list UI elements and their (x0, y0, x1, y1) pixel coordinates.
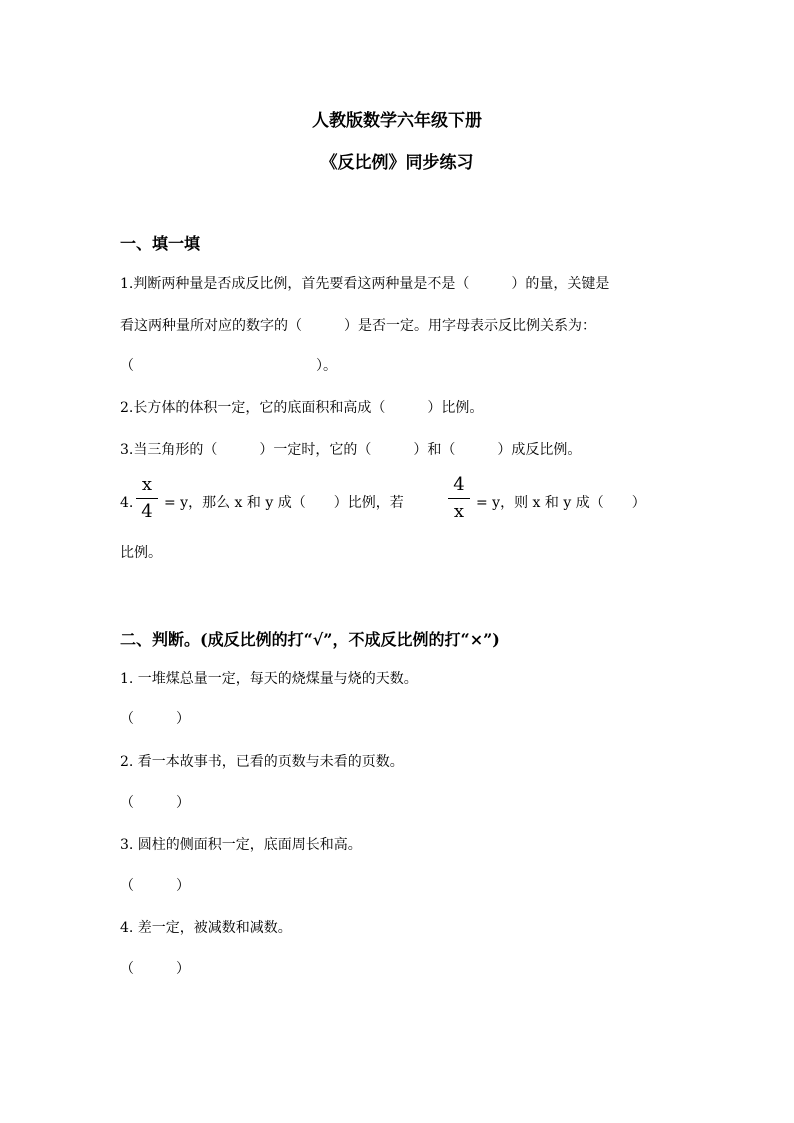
q4-fraction-x-over-4 (136, 474, 158, 523)
fraction-numerator: x (141, 474, 153, 495)
q1-line3: （ ）。 (120, 358, 337, 374)
q4-line2: 比例。 (120, 545, 162, 561)
fraction-bar (136, 498, 158, 499)
judge-item-2: 2. 看一本故事书，已看的页数与未看的页数。 (120, 754, 404, 770)
q3-text: 3.当三角形的（ ）一定时，它的（ ）和（ ）成反比例。 (120, 442, 582, 458)
judge-item-3: 3. 圆柱的侧面积一定，底面周长和高。 (120, 837, 362, 853)
q1-line2: 看这两种量所对应的数字的（ ）是否一定。用字母表示反比例关系为： (120, 318, 596, 334)
q4-prefix: 4. (120, 495, 134, 511)
fraction-denominator: 4 (141, 501, 153, 522)
q4-middle-text: = y，那么 x 和 y 成（ ）比例，若 (164, 495, 404, 511)
judge-answer-blank-1: （ ） (120, 711, 190, 727)
judge-answer-blank-3: （ ） (120, 878, 190, 894)
q4-end-text: = y，则 x 和 y 成（ ） (476, 495, 646, 511)
q4-fraction-4-over-x (448, 474, 470, 523)
fraction-numerator: 4 (453, 474, 465, 495)
document-subtitle: 《反比例》同步练习 (320, 153, 474, 173)
q1-line1: 1.判断两种量是否成反比例，首先要看这两种量是不是（ ）的量，关键是 (120, 276, 610, 292)
judge-item-4: 4. 差一定，被减数和减数。 (120, 920, 292, 936)
judge-answer-blank-2: （ ） (120, 795, 190, 811)
fraction-denominator: x (453, 501, 465, 522)
section1-heading: 一、填一填 (120, 234, 201, 253)
judge-item-1: 1. 一堆煤总量一定，每天的烧煤量与烧的天数。 (120, 671, 418, 687)
document-title: 人教版数学六年级下册 (312, 111, 482, 131)
judge-answer-blank-4: （ ） (120, 961, 190, 977)
q2-text: 2.长方体的体积一定，它的底面积和高成（ ）比例。 (120, 400, 484, 416)
fraction-bar (448, 498, 470, 499)
section2-heading: 二、判断。(成反比例的打“√”，不成反比例的打“×”) (120, 630, 500, 649)
